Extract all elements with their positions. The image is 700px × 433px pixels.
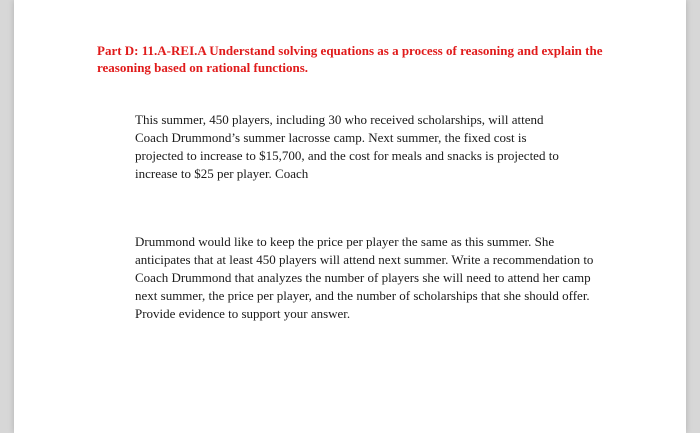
section-heading: [97, 42, 657, 76]
problem-paragraph-1: [135, 111, 565, 183]
paragraph-line: Provide evidence to support your answer.: [135, 306, 351, 321]
paragraph-line: Coach Drummond that analyzes the number of players she will need to attend her camp: [135, 270, 591, 285]
problem-paragraph-2: [135, 233, 605, 323]
paragraph-line: Coach Drummond’s summer lacrosse camp. Next summer, the fixed cost is: [135, 130, 527, 145]
paragraph-line: Drummond would like to keep the price per player the same as this summer. She: [135, 234, 555, 249]
paragraph-line: increase to $25 per player. Coach: [135, 166, 309, 181]
heading-line: reasoning based on rational functions.: [97, 60, 309, 75]
paragraph-line: projected to increase to $15,700, and the cost for meals and snacks is projected to: [135, 148, 559, 163]
heading-line: Part D: 11.A-REI.A Understand solving equations as a process of reasoning and explain the: [97, 43, 603, 58]
document-page: [14, 0, 686, 433]
paragraph-line: This summer, 450 players, including 30 who received scholarships, will attend: [135, 112, 544, 127]
paragraph-line: anticipates that at least 450 players will attend next summer. Write a recommendation to: [135, 252, 594, 267]
paragraph-line: next summer, the price per player, and the number of scholarships that she should offer.: [135, 288, 590, 303]
